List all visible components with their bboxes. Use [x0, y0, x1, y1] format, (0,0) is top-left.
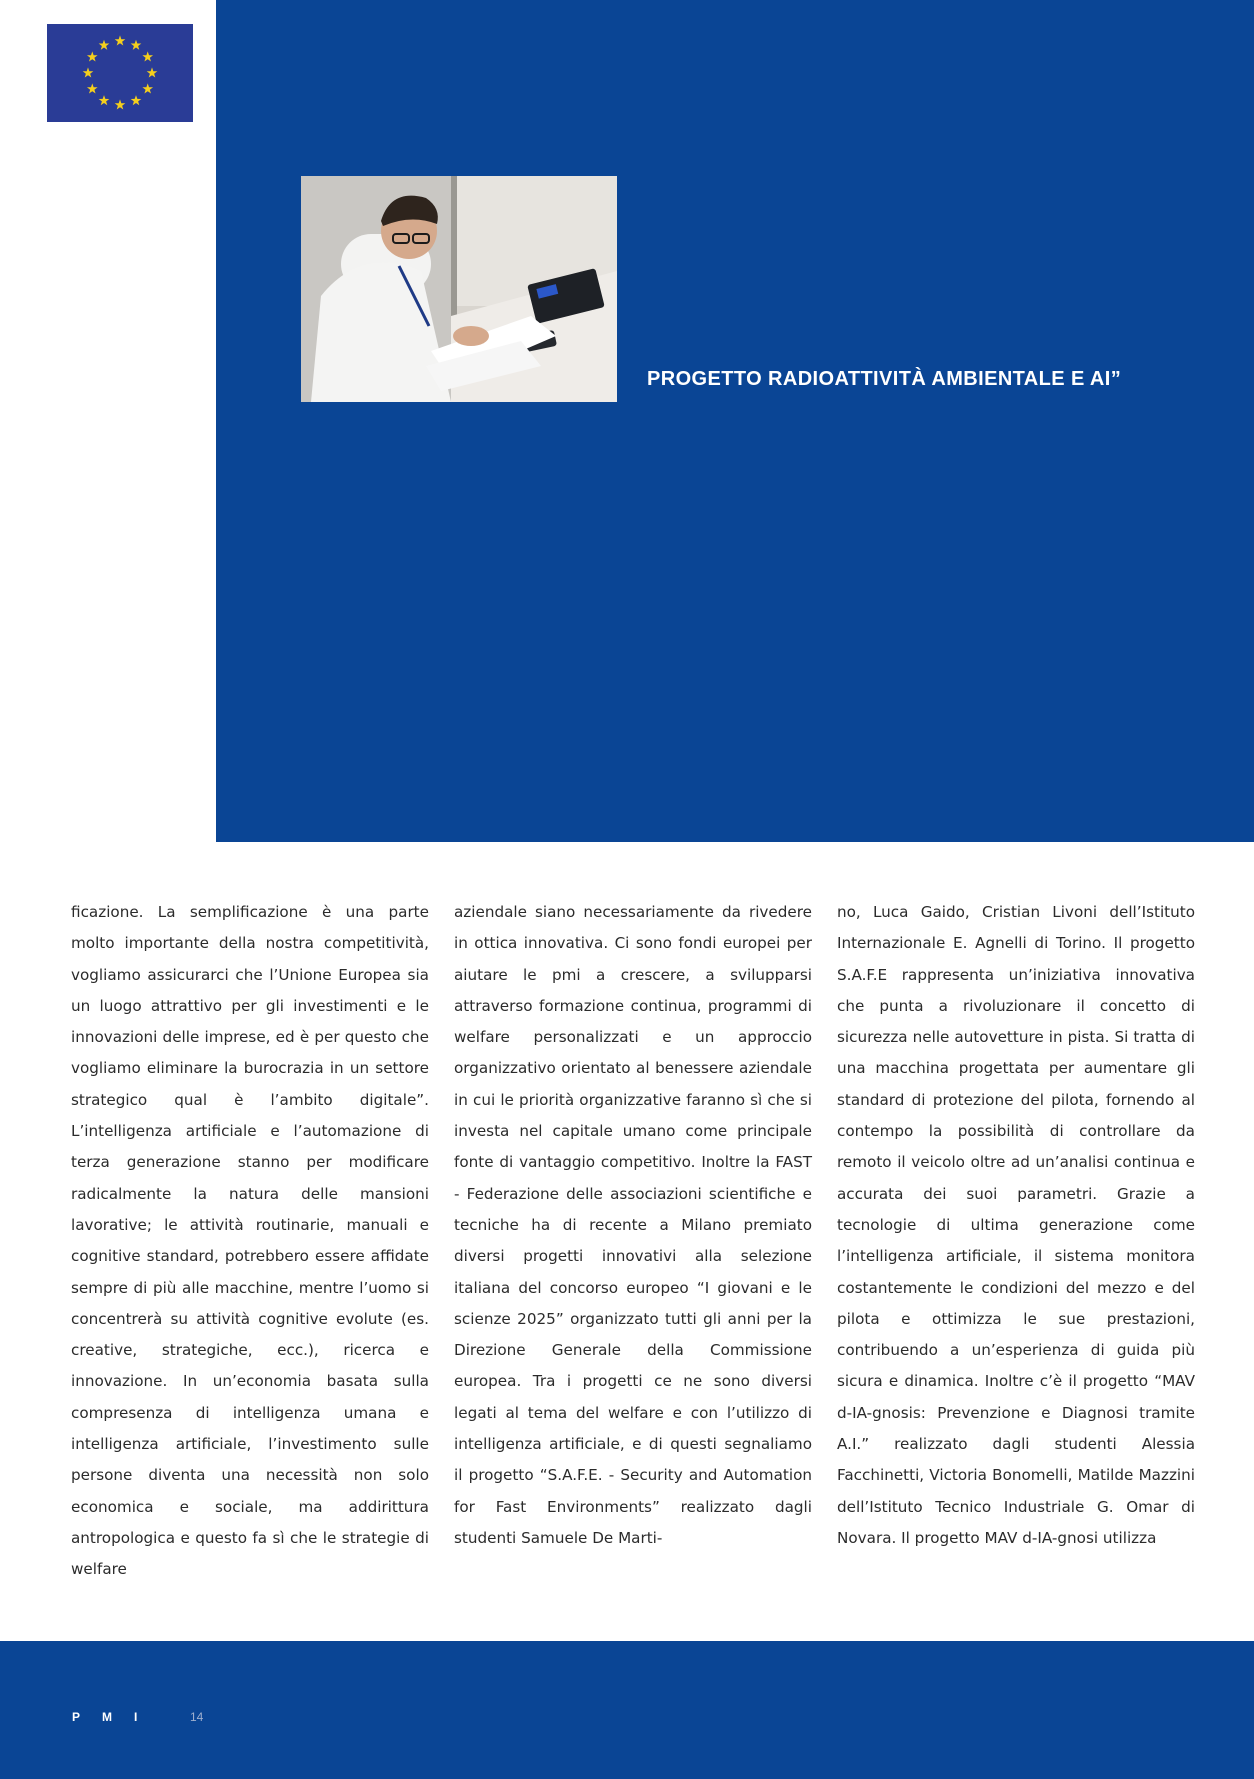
footer-band [0, 1641, 1254, 1779]
column-1-text: ficazione. La semplificazione è una parte molto importante della nostra competitività, vogliamo assicurarci che l’Unione Europea sia un luogo attrattivo per gli investimenti e le innovazioni delle imprese, ed è per questo che vogliamo eliminare la burocrazia in un settore strategico qual è l’ambito digitale”. L’intelligenza artificiale e l’automazione di terza generazione stanno per modificare radicalmente la natura delle mansioni lavorative; le attività routinarie, manuali e cognitive standard, potrebbero essere affidate sempre di più alle macchine, mentre l’uomo si concentrerà su attività cognitive evolute (es. creative, strategiche, ecc.), ricerca e innovazione. In un’economia basata sulla compresenza di intelligenza umana e intelligenza artificiale, l’investimento sulle persone diventa una necessità non solo economica e sociale, ma addirittura antropologica e questo fa sì che le strategie di welfare [71, 903, 429, 1579]
hero-title: PROGETTO RADIOATTIVITÀ AMBIENTALE E AI” [647, 368, 1122, 390]
column-2-text: aziendale siano necessariamente da rivedere in ottica innovativa. Ci sono fondi europei per aiutare le pmi a crescere, a svilupparsi attraverso formazione continua, programmi di welfare personalizzati e un approccio organizzativo orientato al benessere aziendale in cui le priorità organizzative faranno sì che si investa nel capitale umano come principale fonte di vantaggio competitivo. Inoltre la FAST - Federazione delle associazioni scientifiche e tecniche ha di recente a Milano premiato diversi progetti innovativi alla selezione italiana del concorso europeo “I giovani e le scienze 2025” organizzato tutti gli anni per la Direzione Generale della Commissione europea. Tra i progetti ce ne sono diversi legati al tema del welfare e con l’utilizzo di intelligenza artificiale, e di questi segnaliamo il progetto “S.A.F.E. - Security and Automation for Fast Environments” realizzato dagli studenti Samuele De Marti- [454, 903, 812, 1547]
student-reading-document-photo [301, 176, 617, 402]
eu-flag-icon [47, 24, 193, 122]
column-3-text: no, Luca Gaido, Cristian Livoni dell’Istituto Internazionale E. Agnelli di Torino. Il progetto S.A.F.E rappresenta un’iniziativa innovativa che punta a rivoluzionare il concetto di sicurezza nelle autovetture in pista. Si tratta di una macchina progettata per aumentare gli standard di protezione del pilota, fornendo al contempo la possibilità di controllare da remoto il veicolo oltre ad un’analisi continua e accurata dei suoi parametri. Grazie a tecnologie di ultima generazione come l’intelligenza artificiale, il sistema monitora costantemente le condizioni del mezzo e del pilota e ottimizza le sue prestazioni, contribuendo a un’esperienza di guida più sicura e dinamica. Inoltre c’è il progetto “MAV d-IA-gnosis: Prevenzione e Diagnosi tramite A.I.” realizzato dagli studenti Alessia Facchinetti, Victoria Bonomelli, Matilde Mazzini dell’Istituto Tecnico Industriale G. Omar di Novara. Il progetto MAV d-IA-gnosi utilizza [837, 903, 1195, 1547]
article-column-1 [71, 897, 429, 1579]
page-number: 14 [190, 1710, 204, 1724]
article-columns [71, 897, 1195, 1579]
photo-illustration [301, 176, 617, 402]
hero-banner [216, 0, 1254, 842]
eu-flag-graphic [47, 24, 193, 122]
footer-brand: PMI [72, 1710, 160, 1724]
article-column-2 [454, 897, 812, 1557]
article-column-3 [837, 897, 1195, 1557]
